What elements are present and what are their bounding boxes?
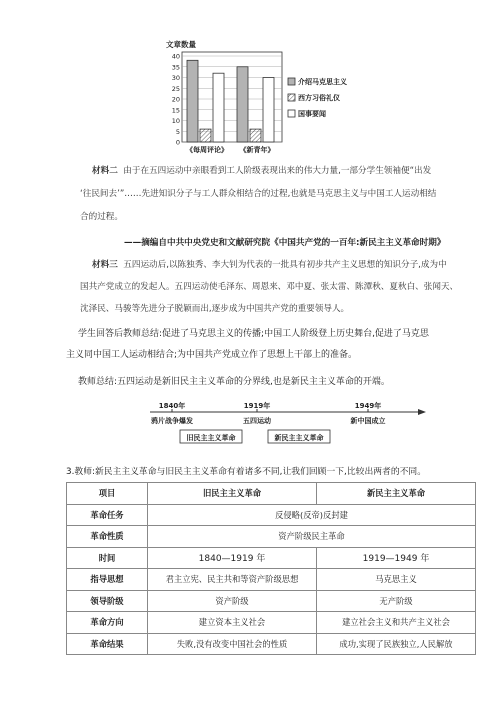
timeline-event-prc: 新中国成立 bbox=[350, 417, 386, 425]
timeline-event-may-fourth: 五四运动 bbox=[243, 417, 271, 425]
comparison-table bbox=[66, 482, 476, 655]
timeline-event-opium-war: 鸦片战争爆发 bbox=[151, 417, 193, 425]
row-item: 革命性质 bbox=[67, 526, 148, 548]
legend bbox=[288, 77, 347, 118]
bar-2-1 bbox=[263, 78, 274, 143]
x-category-label: 《新青年》 bbox=[239, 146, 275, 154]
x-category-label: 《每周评论》 bbox=[186, 146, 228, 154]
bar-2-0 bbox=[213, 73, 224, 142]
timeline-year-1919: 1919年 bbox=[243, 402, 271, 410]
row-item: 革命方向 bbox=[67, 612, 148, 634]
header-old: 旧民主主义革命 bbox=[148, 483, 317, 505]
legend-label: 介绍马克思主义 bbox=[298, 78, 347, 86]
row-new: 无产阶级 bbox=[317, 590, 476, 612]
y-tick-label: 25 bbox=[171, 84, 180, 93]
table-row bbox=[67, 504, 476, 526]
question-3: 3.教师:新民主主义革命与旧民主主义革命有着诸多不同,让我们回顾一下,比较出两者的不同。 bbox=[66, 467, 427, 477]
timeline-year-1949: 1949年 bbox=[354, 402, 382, 410]
material2-source: ——摘编自中共中央党史和文献研究院《中国共产党的一百年:新民主主义革命时期》 bbox=[124, 238, 446, 248]
timeline bbox=[150, 400, 430, 450]
legend-swatch bbox=[288, 78, 295, 85]
y-tick-label: 20 bbox=[171, 95, 180, 104]
timeline-year-1840: 1840年 bbox=[158, 402, 186, 410]
row-item: 革命结果 bbox=[67, 633, 148, 655]
bar-chart bbox=[160, 38, 390, 158]
y-tick-label: 30 bbox=[171, 74, 180, 82]
row-item: 时间 bbox=[67, 547, 148, 569]
table-row bbox=[67, 590, 476, 612]
row-old: 资产阶级 bbox=[148, 590, 317, 612]
bar-0-0 bbox=[187, 60, 198, 142]
material2-line1: 由于在五四运动中亲眼看到工人阶级表现出来的伟大力量,一部分学生领袖便“出发 bbox=[123, 166, 432, 176]
legend-label: 西方习俗礼仪 bbox=[298, 94, 340, 102]
new-democratic-revolution-box: 新民主主义革命 bbox=[274, 434, 324, 442]
material3-line2: 国共产党成立的发起人。五四运动使毛泽东、周恩来、邓中夏、张太雷、陈潭秋、夏秋白、张闻天、 bbox=[80, 282, 459, 292]
bar-1-0 bbox=[200, 129, 211, 142]
header-item: 项目 bbox=[67, 483, 148, 505]
table-row bbox=[67, 569, 476, 591]
bars bbox=[187, 60, 274, 142]
y-tick-label: 5 bbox=[175, 127, 180, 136]
y-tick-label: 10 bbox=[171, 117, 180, 125]
row-merged: 反侵略(反帝)反封建 bbox=[148, 504, 476, 526]
table-row bbox=[67, 633, 476, 655]
teacher-summary: 教师总结:五四运动是新旧民主主义革命的分界线,也是新民主主义革命的开端。 bbox=[78, 377, 390, 387]
material2-line2: ‘往民间去’”……先进知识分子与工人群众相结合的过程,也就是马克思主义与中国工人运动相结 bbox=[80, 189, 437, 199]
material2-label: 材料二 bbox=[92, 166, 118, 176]
table-row bbox=[67, 526, 476, 548]
bar-0-1 bbox=[237, 67, 248, 142]
bar-1-1 bbox=[250, 129, 261, 142]
row-old: 1840—1919 年 bbox=[148, 547, 317, 569]
material3-line3: 沈泽民、马骏等先进分子脱颖而出,逐步成为中国共产党的重要领导人。 bbox=[80, 304, 350, 314]
material3-line1: 五四运动后,以陈独秀、李大钊为代表的一批具有初步共产主义思想的知识分子,成为中 bbox=[123, 260, 447, 270]
legend-swatch bbox=[288, 110, 295, 117]
table-header-row bbox=[67, 483, 476, 505]
y-tick-label: 40 bbox=[171, 52, 180, 61]
material3-label: 材料三 bbox=[92, 260, 118, 270]
student-summary-line1: 学生回答后教师总结:促进了马克思主义的传播;中国工人阶级登上历史舞台,促进了马克思 bbox=[78, 329, 429, 339]
x-categories bbox=[186, 145, 275, 154]
row-old: 建立资本主义社会 bbox=[148, 612, 317, 634]
row-item: 领导阶级 bbox=[67, 590, 148, 612]
row-merged: 资产阶级民主革命 bbox=[148, 526, 476, 548]
student-summary bbox=[66, 327, 486, 363]
y-axis-label: 文章数量 bbox=[166, 40, 196, 49]
material2-line3: 合的过程。 bbox=[80, 212, 123, 222]
row-new: 建立社会主义和共产主义社会 bbox=[317, 612, 476, 634]
old-democratic-revolution-box: 旧民主主义革命 bbox=[186, 434, 236, 442]
material3-paragraph bbox=[80, 258, 480, 317]
row-new: 1919—1949 年 bbox=[317, 547, 476, 569]
row-item: 革命任务 bbox=[67, 504, 148, 526]
legend-label: 国事要闻 bbox=[298, 110, 326, 118]
y-tick-label: 0 bbox=[175, 138, 180, 147]
table-row bbox=[67, 612, 476, 634]
row-old: 君主立宪、民主共和等资产阶级思想 bbox=[148, 569, 317, 591]
row-item: 指导思想 bbox=[67, 569, 148, 591]
y-tick-label: 35 bbox=[171, 63, 180, 72]
row-old: 失败,没有改变中国社会的性质 bbox=[148, 633, 317, 655]
row-new: 成功,实现了民族独立,人民解放 bbox=[317, 633, 476, 655]
student-summary-line2: 主义同中国工人运动相结合;为中国共产党成立作了思想上干部上的准备。 bbox=[66, 350, 358, 360]
row-new: 马克思主义 bbox=[317, 569, 476, 591]
material2-paragraph bbox=[80, 164, 480, 225]
table-row bbox=[67, 547, 476, 569]
legend-swatch bbox=[288, 94, 295, 101]
header-new: 新民主主义革命 bbox=[317, 483, 476, 505]
y-tick-label: 15 bbox=[171, 106, 180, 115]
